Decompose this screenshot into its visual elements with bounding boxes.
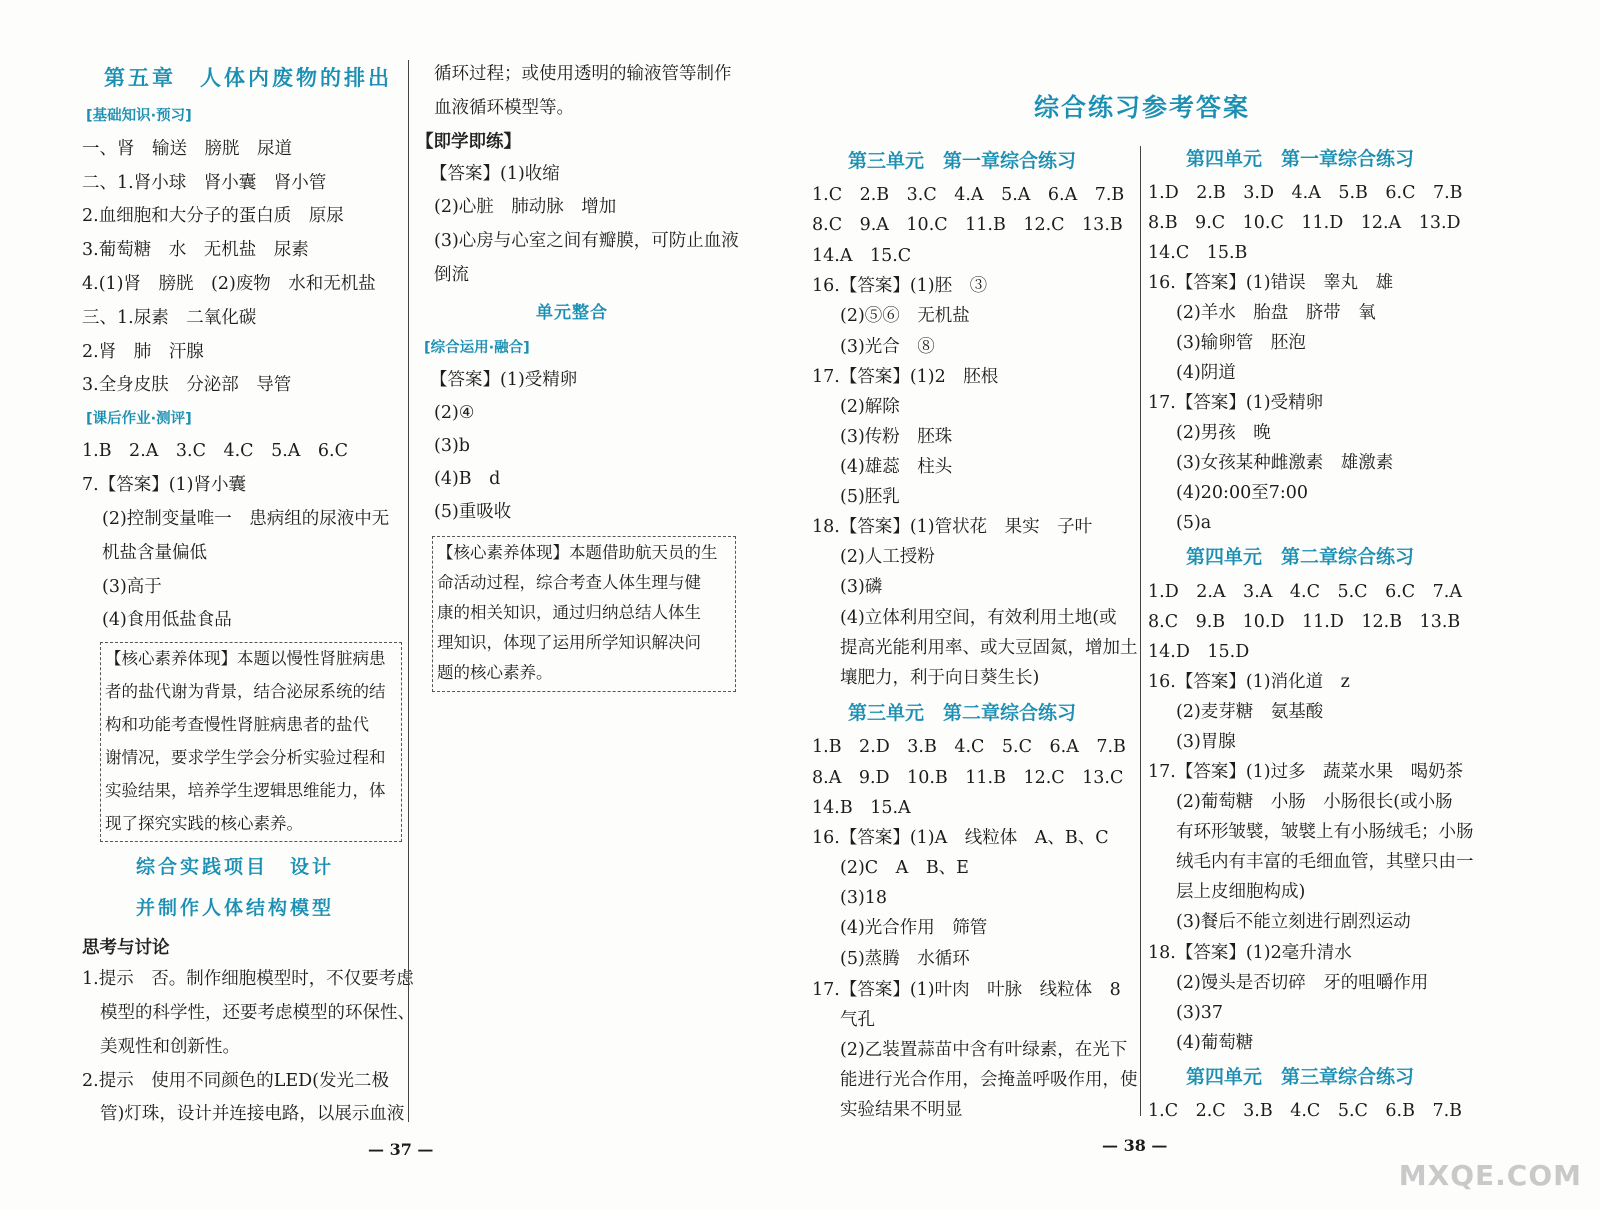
left-page — [0, 0, 790, 1210]
text-line: (4)20:00至7:00 — [1176, 483, 1309, 503]
text-line: 3.葡萄糖 水 无机盐 尿素 — [82, 240, 309, 260]
unit-title: 第四单元 第三章综合练习 — [1186, 1066, 1415, 1088]
text-line: 模型的科学性，还要考虑模型的环保性、 — [100, 1003, 415, 1023]
text-line: (2)人工授粉 — [840, 547, 935, 567]
text-line: 3.全身皮肤 分泌部 导管 — [82, 375, 292, 395]
text-line: 14.B 15.A — [812, 798, 911, 818]
tag-basic-knowledge: [基础知识·预习] — [86, 108, 192, 124]
text-line: 17.【答案】(1)叶肉 叶脉 线粒体 8 — [812, 980, 1121, 1000]
core-box-line: 实验结果，培养学生逻辑思维能力，体 — [105, 781, 386, 800]
core-box-line: 【核心素养体现】本题借助航天员的生 — [437, 543, 718, 562]
text-line: 14.D 15.D — [1148, 642, 1250, 662]
text-line: (3)光合 ⑧ — [840, 337, 935, 357]
practice-heading: 【即学即练】 — [416, 132, 521, 152]
core-box-line: 谢情况，要求学生学会分析实验过程和 — [105, 748, 386, 767]
watermark: MXQE.COM — [1398, 1159, 1582, 1192]
text-line: (3)心房与心室之间有瓣膜，可防止血液 — [434, 231, 739, 251]
text-line: (5)胚乳 — [840, 487, 900, 507]
text-line: (4)食用低盐食品 — [102, 610, 232, 630]
text-line: 绒毛内有丰富的毛细血管，其壁只由一 — [1176, 852, 1474, 872]
text-line: 血液循环模型等。 — [434, 98, 574, 118]
text-line: 18.【答案】(1)管状花 果实 子叶 — [812, 517, 1093, 537]
text-line: 7.【答案】(1)肾小囊 — [82, 475, 246, 495]
text-line: (4)立体利用空间，有效利用土地(或 — [840, 608, 1117, 628]
text-line: 2.肾 肺 汗腺 — [82, 342, 204, 362]
text-line: 循环过程；或使用透明的输液管等制作 — [434, 64, 732, 84]
text-line: 8.C 9.A 10.C 11.B 12.C 13.B — [812, 215, 1123, 235]
text-line: 倒流 — [434, 265, 469, 285]
text-line: (4)B d — [434, 469, 501, 489]
text-line: 1.D 2.B 3.D 4.A 5.B 6.C 7.B — [1148, 183, 1463, 203]
text-line: 【答案】(1)收缩 — [430, 164, 560, 184]
text-line: (3)磷 — [840, 577, 883, 597]
text-line: 一、肾 输送 膀胱 尿道 — [82, 139, 292, 159]
text-line: 16.【答案】(1)A 线粒体 A、B、C — [812, 828, 1109, 848]
text-line: 16.【答案】(1)错误 睾丸 雄 — [1148, 273, 1394, 293]
text-line: 提高光能利用率、或大豆固氮，增加土 — [840, 638, 1138, 658]
core-box-line: 题的核心素养。 — [437, 663, 553, 682]
text-line: 8.A 9.D 10.B 11.B 12.C 13.C — [812, 768, 1124, 788]
text-line: 17.【答案】(1)受精卵 — [1148, 393, 1324, 413]
project-title: 综合实践项目 设计 — [136, 856, 335, 878]
column-divider — [1140, 146, 1141, 1116]
core-box-line: 康的相关知识，通过归纳总结人体生 — [437, 603, 701, 622]
text-line: 壤肥力，利于向日葵生长) — [840, 668, 1040, 688]
text-line: 1.C 2.C 3.B 4.C 5.C 6.B 7.B — [1148, 1101, 1463, 1121]
text-line: 美观性和创新性。 — [100, 1037, 240, 1057]
core-box-line: 【核心素养体现】本题以慢性肾脏病患 — [105, 649, 386, 668]
text-line: (3)胃腺 — [1176, 732, 1236, 752]
unit-title: 第四单元 第二章综合练习 — [1186, 546, 1415, 568]
text-line: (2)葡萄糖 小肠 小肠很长(或小肠 — [1176, 792, 1453, 812]
project-title: 并制作人体结构模型 — [136, 897, 335, 919]
right-page-column-1 — [812, 0, 1142, 1210]
text-line: (5)蒸腾 水循环 — [840, 949, 970, 969]
right-page — [800, 0, 1600, 1210]
unit-title: 第三单元 第二章综合练习 — [848, 702, 1077, 724]
left-page-column-1 — [82, 0, 415, 1210]
text-line: 2.血细胞和大分子的蛋白质 原尿 — [82, 206, 344, 226]
text-line: 能进行光合作用，会掩盖呼吸作用，使 — [840, 1070, 1138, 1090]
text-line: (5)a — [1176, 513, 1212, 533]
text-line: (4)光合作用 筛管 — [840, 918, 988, 938]
text-line: 16.【答案】(1)消化道 z — [1148, 672, 1350, 692]
text-line: 14.A 15.C — [812, 246, 912, 266]
text-line: 二、1.肾小球 肾小囊 肾小管 — [82, 173, 327, 193]
text-line: 17.【答案】(1)2 胚根 — [812, 367, 999, 387]
text-line: (2)心脏 肺动脉 增加 — [434, 197, 617, 217]
core-box-line: 理知识，体现了运用所学知识解决问 — [437, 633, 701, 652]
page-number: — 38 — — [1102, 1136, 1168, 1155]
text-line: (4)葡萄糖 — [1176, 1033, 1254, 1053]
text-line: (2)C A B、E — [840, 858, 969, 878]
text-line: (3)高于 — [102, 577, 162, 597]
text-line: (2)控制变量唯一 患病组的尿液中无 — [102, 509, 390, 529]
core-box-line: 构和功能考查慢性肾脏病患者的盐代 — [105, 715, 369, 734]
unit-title: 第四单元 第一章综合练习 — [1186, 148, 1415, 170]
text-line: 4.(1)肾 膀胱 (2)废物 水和无机盐 — [82, 274, 376, 294]
text-line: 层上皮细胞构成) — [1176, 882, 1306, 902]
text-line: 1.D 2.A 3.A 4.C 5.C 6.C 7.A — [1148, 582, 1462, 602]
core-literacy-box — [432, 536, 736, 692]
text-line: 管)灯珠，设计并连接电路，以展示血液 — [100, 1104, 405, 1124]
text-line: (3)b — [434, 436, 470, 456]
text-line: 2.提示 使用不同颜色的LED(发光二极 — [82, 1071, 389, 1091]
text-line: 8.B 9.C 10.C 11.D 12.A 13.D — [1148, 213, 1461, 233]
text-line: (2)馒头是否切碎 牙的咀嚼作用 — [1176, 973, 1429, 993]
text-line: (3)37 — [1176, 1003, 1224, 1023]
discuss-heading: 思考与讨论 — [82, 938, 170, 958]
text-line: (2)麦芽糖 氨基酸 — [1176, 702, 1324, 722]
text-line: (2)乙装置蒜苗中含有叶绿素，在光下 — [840, 1040, 1128, 1060]
text-line: (3)输卵管 胚泡 — [1176, 333, 1306, 353]
column-divider — [408, 60, 409, 1122]
core-literacy-box — [100, 642, 402, 842]
text-line: (3)18 — [840, 888, 888, 908]
text-line: 气孔 — [840, 1010, 875, 1030]
text-line: 有环形皱襞，皱襞上有小肠绒毛；小肠 — [1176, 822, 1474, 842]
page-number: — 37 — — [368, 1140, 434, 1159]
text-line: 【答案】(1)受精卵 — [430, 370, 578, 390]
text-line: 1.C 2.B 3.C 4.A 5.A 6.A 7.B — [812, 185, 1125, 205]
text-line: 18.【答案】(1)2毫升清水 — [1148, 943, 1352, 963]
text-line: (2)男孩 晚 — [1176, 423, 1271, 443]
text-line: 三、1.尿素 二氧化碳 — [82, 308, 257, 328]
tag-after-class: [课后作业·测评] — [86, 411, 192, 427]
text-line: 16.【答案】(1)胚 ③ — [812, 276, 988, 296]
text-line: 1.B 2.D 3.B 4.C 5.C 6.A 7.B — [812, 737, 1126, 757]
text-line: 1.提示 否。制作细胞模型时，不仅要考虑 — [82, 969, 414, 989]
text-line: 1.B 2.A 3.C 4.C 5.A 6.C — [82, 441, 348, 461]
text-line: (3)传粉 胚珠 — [840, 427, 953, 447]
text-line: (2)⑤⑥ 无机盐 — [840, 306, 970, 326]
right-page-column-2 — [1148, 0, 1478, 1210]
text-line: (3)女孩某种雌激素 雄激素 — [1176, 453, 1394, 473]
text-line: (2)解除 — [840, 397, 900, 417]
text-line: 17.【答案】(1)过多 蔬菜水果 喝奶茶 — [1148, 762, 1464, 782]
core-box-line: 现了探究实践的核心素养。 — [105, 814, 303, 833]
text-line: (4)雄蕊 柱头 — [840, 457, 953, 477]
text-line: 实验结果不明显 — [840, 1100, 963, 1120]
left-page-column-2 — [416, 0, 746, 1210]
unit-title: 第三单元 第一章综合练习 — [848, 150, 1077, 172]
text-line: (2)④ — [434, 403, 475, 423]
core-box-line: 者的盐代谢为背景，结合泌尿系统的结 — [105, 682, 386, 701]
text-line: 8.C 9.B 10.D 11.D 12.B 13.B — [1148, 612, 1461, 632]
tag-comprehensive: [综合运用·融合] — [424, 340, 530, 356]
text-line: (3)餐后不能立刻进行剧烈运动 — [1176, 912, 1411, 932]
text-line: (4)阴道 — [1176, 363, 1236, 383]
chapter-title: 第五章 人体内废物的排出 — [104, 65, 392, 90]
main-title: 综合练习参考答案 — [1034, 93, 1251, 122]
text-line: 机盐含量偏低 — [102, 543, 207, 563]
unit-summary-title: 单元整合 — [536, 303, 608, 323]
core-box-line: 命活动过程，综合考查人体生理与健 — [437, 573, 701, 592]
text-line: 14.C 15.B — [1148, 243, 1248, 263]
text-line: (2)羊水 胎盘 脐带 氧 — [1176, 303, 1376, 323]
text-line: (5)重吸收 — [434, 502, 512, 522]
